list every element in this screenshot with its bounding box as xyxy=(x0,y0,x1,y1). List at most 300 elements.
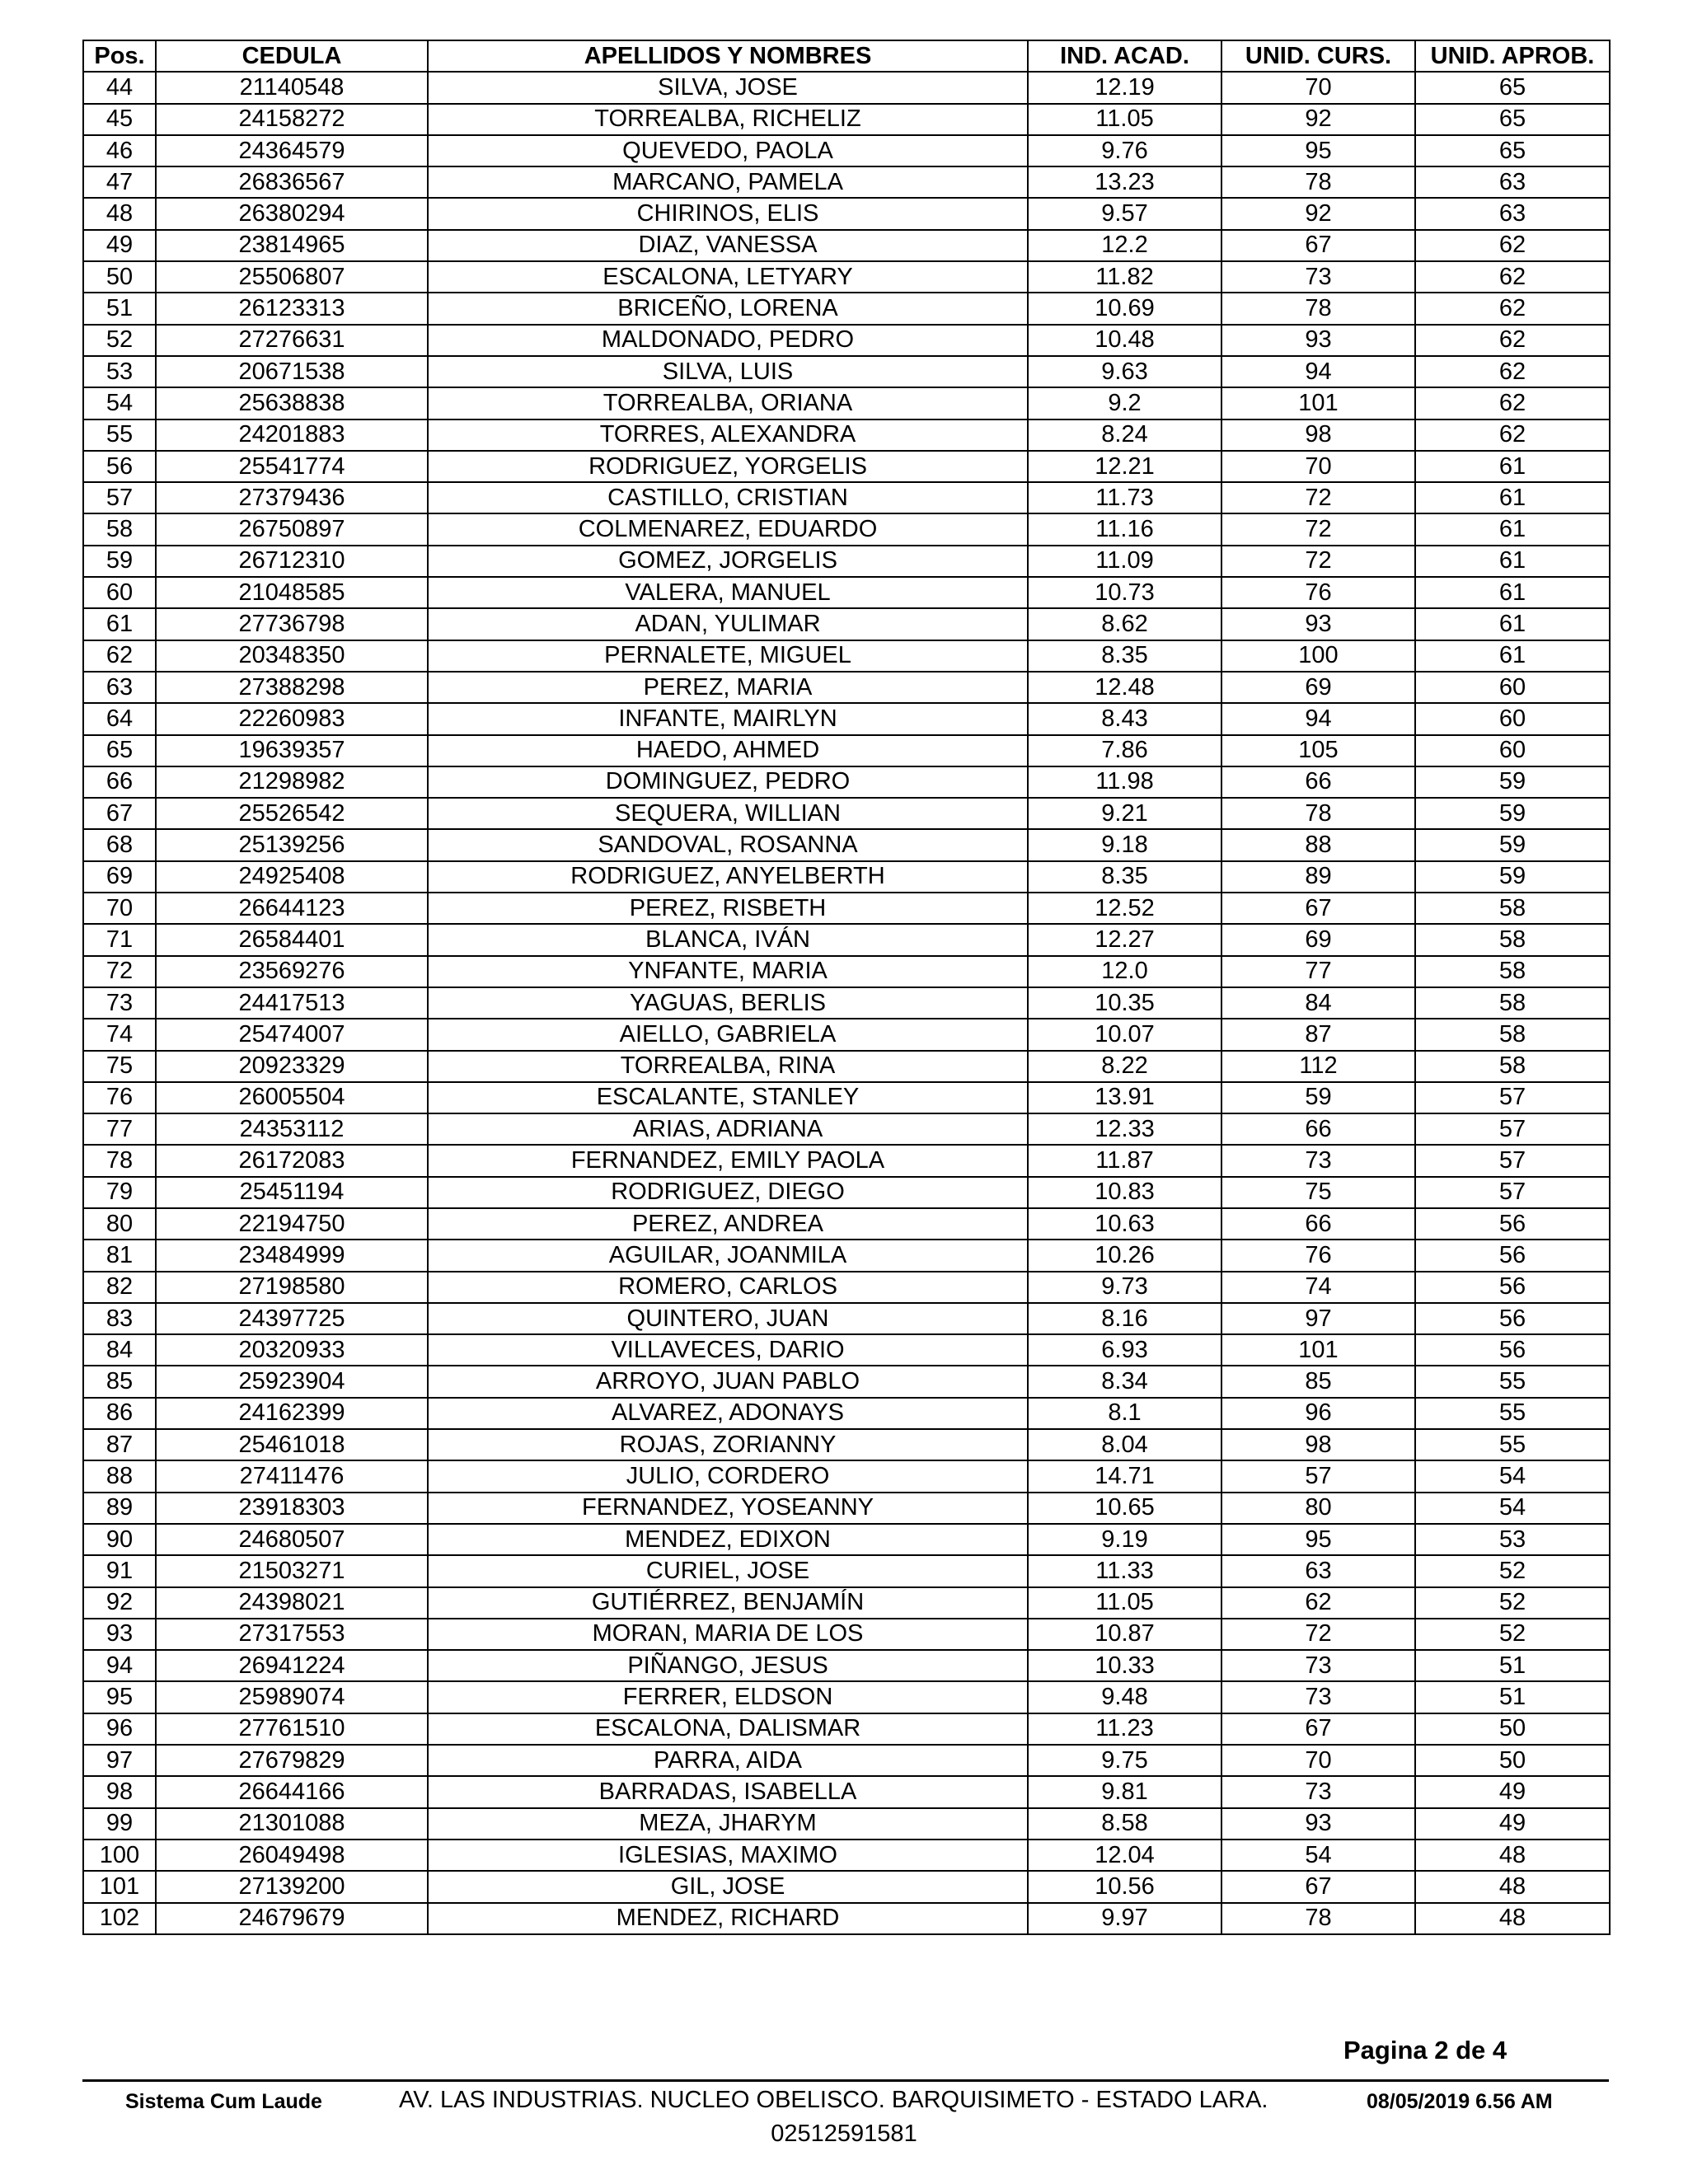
table-row xyxy=(83,72,1610,103)
cell-ind-acad: 11.05 xyxy=(1028,104,1221,135)
table-row xyxy=(83,956,1610,987)
cell-pos: 68 xyxy=(83,829,156,860)
cell-unid-aprob: 65 xyxy=(1415,104,1610,135)
cell-ind-acad: 10.87 xyxy=(1028,1619,1221,1650)
cell-ind-acad: 12.52 xyxy=(1028,893,1221,924)
cell-unid-aprob: 54 xyxy=(1415,1493,1610,1524)
cell-unid-aprob: 50 xyxy=(1415,1713,1610,1745)
cell-name: FERRER, ELDSON xyxy=(428,1681,1028,1713)
cell-unid-curs: 73 xyxy=(1221,1681,1415,1713)
cell-unid-aprob: 58 xyxy=(1415,1019,1610,1050)
cell-name: VALERA, MANUEL xyxy=(428,577,1028,608)
cell-name: DOMINGUEZ, PEDRO xyxy=(428,766,1028,798)
cell-ind-acad: 9.57 xyxy=(1028,198,1221,229)
table-row xyxy=(83,735,1610,766)
cell-unid-curs: 67 xyxy=(1221,1871,1415,1902)
cell-cedula: 25541774 xyxy=(156,451,428,482)
cell-unid-aprob: 55 xyxy=(1415,1398,1610,1429)
cell-cedula: 25506807 xyxy=(156,261,428,293)
cell-unid-curs: 85 xyxy=(1221,1366,1415,1397)
cell-unid-curs: 72 xyxy=(1221,513,1415,545)
cell-pos: 48 xyxy=(83,198,156,229)
cell-name: PEREZ, MARIA xyxy=(428,672,1028,703)
cell-unid-aprob: 49 xyxy=(1415,1776,1610,1807)
cell-cedula: 26644123 xyxy=(156,893,428,924)
cell-pos: 85 xyxy=(83,1366,156,1397)
cell-pos: 64 xyxy=(83,703,156,734)
cell-unid-curs: 76 xyxy=(1221,577,1415,608)
table-row xyxy=(83,135,1610,166)
cell-name: HAEDO, AHMED xyxy=(428,735,1028,766)
cell-ind-acad: 11.23 xyxy=(1028,1713,1221,1745)
cell-unid-curs: 70 xyxy=(1221,451,1415,482)
cell-pos: 77 xyxy=(83,1113,156,1145)
table-body xyxy=(83,72,1610,1934)
cell-name: GUTIÉRREZ, BENJAMÍN xyxy=(428,1587,1028,1619)
cell-cedula: 27317553 xyxy=(156,1619,428,1650)
cell-ind-acad: 6.93 xyxy=(1028,1334,1221,1366)
cell-unid-aprob: 60 xyxy=(1415,672,1610,703)
cell-unid-curs: 93 xyxy=(1221,1808,1415,1840)
cell-unid-aprob: 48 xyxy=(1415,1903,1610,1934)
cell-name: INFANTE, MAIRLYN xyxy=(428,703,1028,734)
cell-cedula: 26049498 xyxy=(156,1840,428,1871)
cell-name: ROMERO, CARLOS xyxy=(428,1272,1028,1303)
cell-pos: 101 xyxy=(83,1871,156,1902)
cell-ind-acad: 9.19 xyxy=(1028,1524,1221,1555)
cell-pos: 62 xyxy=(83,640,156,672)
cell-unid-curs: 89 xyxy=(1221,861,1415,893)
cell-name: AGUILAR, JOANMILA xyxy=(428,1240,1028,1271)
cell-unid-aprob: 56 xyxy=(1415,1334,1610,1366)
table-row xyxy=(83,1429,1610,1460)
cell-name: PEREZ, RISBETH xyxy=(428,893,1028,924)
header-unid-curs: UNID. CURS. xyxy=(1221,40,1415,72)
cell-unid-aprob: 63 xyxy=(1415,198,1610,229)
cell-ind-acad: 10.65 xyxy=(1028,1493,1221,1524)
results-table xyxy=(82,40,1611,1935)
table-row xyxy=(83,261,1610,293)
cell-name: COLMENAREZ, EDUARDO xyxy=(428,513,1028,545)
cell-ind-acad: 8.35 xyxy=(1028,640,1221,672)
cell-cedula: 27388298 xyxy=(156,672,428,703)
cell-pos: 54 xyxy=(83,387,156,419)
cell-pos: 74 xyxy=(83,1019,156,1050)
cell-unid-aprob: 56 xyxy=(1415,1272,1610,1303)
cell-ind-acad: 8.16 xyxy=(1028,1303,1221,1334)
cell-cedula: 21301088 xyxy=(156,1808,428,1840)
cell-unid-aprob: 57 xyxy=(1415,1082,1610,1113)
table-row xyxy=(83,924,1610,955)
cell-ind-acad: 10.69 xyxy=(1028,293,1221,324)
cell-pos: 83 xyxy=(83,1303,156,1334)
cell-unid-aprob: 52 xyxy=(1415,1555,1610,1586)
header-cedula: CEDULA xyxy=(156,40,428,72)
cell-unid-aprob: 60 xyxy=(1415,735,1610,766)
cell-cedula: 26005504 xyxy=(156,1082,428,1113)
cell-cedula: 23814965 xyxy=(156,230,428,261)
cell-pos: 60 xyxy=(83,577,156,608)
table-row xyxy=(83,198,1610,229)
cell-ind-acad: 9.48 xyxy=(1028,1681,1221,1713)
cell-unid-curs: 73 xyxy=(1221,1145,1415,1176)
cell-unid-aprob: 65 xyxy=(1415,135,1610,166)
cell-cedula: 27761510 xyxy=(156,1713,428,1745)
cell-name: TORRES, ALEXANDRA xyxy=(428,419,1028,451)
cell-unid-aprob: 48 xyxy=(1415,1871,1610,1902)
cell-name: ROJAS, ZORIANNY xyxy=(428,1429,1028,1460)
cell-name: QUINTERO, JUAN xyxy=(428,1303,1028,1334)
cell-cedula: 21298982 xyxy=(156,766,428,798)
cell-ind-acad: 11.09 xyxy=(1028,546,1221,577)
footer-address: AV. LAS INDUSTRIAS. NUCLEO OBELISCO. BARQUISIMETO - ESTADO LARA. xyxy=(399,2087,1268,2113)
cell-ind-acad: 9.63 xyxy=(1028,356,1221,387)
cell-cedula: 27679829 xyxy=(156,1745,428,1776)
cell-pos: 71 xyxy=(83,924,156,955)
cell-unid-aprob: 62 xyxy=(1415,419,1610,451)
table-row xyxy=(83,1871,1610,1902)
cell-cedula: 19639357 xyxy=(156,735,428,766)
cell-name: PERNALETE, MIGUEL xyxy=(428,640,1028,672)
cell-name: SILVA, LUIS xyxy=(428,356,1028,387)
cell-unid-curs: 93 xyxy=(1221,608,1415,640)
cell-ind-acad: 9.75 xyxy=(1028,1745,1221,1776)
table-row xyxy=(83,1524,1610,1555)
cell-pos: 47 xyxy=(83,166,156,198)
cell-pos: 88 xyxy=(83,1460,156,1492)
cell-ind-acad: 8.62 xyxy=(1028,608,1221,640)
cell-name: RODRIGUEZ, YORGELIS xyxy=(428,451,1028,482)
table-row xyxy=(83,1587,1610,1619)
cell-name: PIÑANGO, JESUS xyxy=(428,1650,1028,1681)
cell-cedula: 20348350 xyxy=(156,640,428,672)
cell-unid-aprob: 62 xyxy=(1415,293,1610,324)
cell-name: SEQUERA, WILLIAN xyxy=(428,798,1028,829)
cell-name: FERNANDEZ, YOSEANNY xyxy=(428,1493,1028,1524)
cell-ind-acad: 14.71 xyxy=(1028,1460,1221,1492)
table-row xyxy=(83,1619,1610,1650)
cell-ind-acad: 11.98 xyxy=(1028,766,1221,798)
cell-unid-curs: 78 xyxy=(1221,293,1415,324)
cell-pos: 61 xyxy=(83,608,156,640)
cell-pos: 56 xyxy=(83,451,156,482)
cell-ind-acad: 7.86 xyxy=(1028,735,1221,766)
cell-unid-curs: 97 xyxy=(1221,1303,1415,1334)
cell-unid-aprob: 65 xyxy=(1415,72,1610,103)
cell-pos: 90 xyxy=(83,1524,156,1555)
cell-cedula: 27736798 xyxy=(156,608,428,640)
cell-unid-curs: 78 xyxy=(1221,166,1415,198)
cell-cedula: 21503271 xyxy=(156,1555,428,1586)
cell-ind-acad: 11.73 xyxy=(1028,482,1221,513)
cell-unid-aprob: 61 xyxy=(1415,513,1610,545)
cell-pos: 44 xyxy=(83,72,156,103)
cell-cedula: 24397725 xyxy=(156,1303,428,1334)
cell-unid-aprob: 62 xyxy=(1415,325,1610,356)
cell-name: MARCANO, PAMELA xyxy=(428,166,1028,198)
cell-name: IGLESIAS, MAXIMO xyxy=(428,1840,1028,1871)
cell-unid-curs: 94 xyxy=(1221,356,1415,387)
cell-pos: 75 xyxy=(83,1051,156,1082)
cell-unid-aprob: 50 xyxy=(1415,1745,1610,1776)
cell-unid-curs: 101 xyxy=(1221,1334,1415,1366)
cell-unid-curs: 98 xyxy=(1221,419,1415,451)
table-row xyxy=(83,1019,1610,1050)
cell-cedula: 24925408 xyxy=(156,861,428,893)
cell-pos: 79 xyxy=(83,1177,156,1208)
cell-unid-aprob: 52 xyxy=(1415,1619,1610,1650)
cell-ind-acad: 11.16 xyxy=(1028,513,1221,545)
cell-cedula: 26584401 xyxy=(156,924,428,955)
cell-ind-acad: 8.22 xyxy=(1028,1051,1221,1082)
cell-cedula: 25923904 xyxy=(156,1366,428,1397)
cell-cedula: 26712310 xyxy=(156,546,428,577)
cell-cedula: 26123313 xyxy=(156,293,428,324)
cell-unid-curs: 76 xyxy=(1221,1240,1415,1271)
table-row xyxy=(83,513,1610,545)
cell-unid-curs: 112 xyxy=(1221,1051,1415,1082)
cell-name: YNFANTE, MARIA xyxy=(428,956,1028,987)
cell-name: TORREALBA, RICHELIZ xyxy=(428,104,1028,135)
cell-unid-curs: 80 xyxy=(1221,1493,1415,1524)
cell-cedula: 25461018 xyxy=(156,1429,428,1460)
table-row xyxy=(83,1272,1610,1303)
cell-unid-aprob: 62 xyxy=(1415,356,1610,387)
cell-cedula: 24679679 xyxy=(156,1903,428,1934)
cell-unid-curs: 54 xyxy=(1221,1840,1415,1871)
cell-ind-acad: 11.33 xyxy=(1028,1555,1221,1586)
cell-unid-aprob: 61 xyxy=(1415,577,1610,608)
cell-name: ESCALONA, DALISMAR xyxy=(428,1713,1028,1745)
cell-cedula: 24417513 xyxy=(156,987,428,1019)
cell-unid-aprob: 61 xyxy=(1415,546,1610,577)
cell-ind-acad: 12.33 xyxy=(1028,1113,1221,1145)
table-row xyxy=(83,230,1610,261)
table-row xyxy=(83,987,1610,1019)
cell-name: BRICEÑO, LORENA xyxy=(428,293,1028,324)
cell-name: VILLAVECES, DARIO xyxy=(428,1334,1028,1366)
cell-pos: 63 xyxy=(83,672,156,703)
cell-cedula: 23569276 xyxy=(156,956,428,987)
table-row xyxy=(83,798,1610,829)
cell-ind-acad: 8.24 xyxy=(1028,419,1221,451)
cell-cedula: 22260983 xyxy=(156,703,428,734)
cell-pos: 50 xyxy=(83,261,156,293)
cell-pos: 98 xyxy=(83,1776,156,1807)
cell-unid-curs: 78 xyxy=(1221,1903,1415,1934)
cell-ind-acad: 9.18 xyxy=(1028,829,1221,860)
cell-unid-curs: 63 xyxy=(1221,1555,1415,1586)
cell-unid-curs: 84 xyxy=(1221,987,1415,1019)
cell-name: ALVAREZ, ADONAYS xyxy=(428,1398,1028,1429)
cell-pos: 45 xyxy=(83,104,156,135)
cell-pos: 95 xyxy=(83,1681,156,1713)
cell-pos: 96 xyxy=(83,1713,156,1745)
cell-cedula: 26750897 xyxy=(156,513,428,545)
cell-unid-curs: 96 xyxy=(1221,1398,1415,1429)
cell-ind-acad: 10.56 xyxy=(1028,1871,1221,1902)
cell-name: YAGUAS, BERLIS xyxy=(428,987,1028,1019)
cell-pos: 51 xyxy=(83,293,156,324)
cell-pos: 78 xyxy=(83,1145,156,1176)
footer-datetime: 08/05/2019 6.56 AM xyxy=(1367,2090,1553,2113)
footer-divider xyxy=(82,2079,1609,2082)
cell-unid-aprob: 51 xyxy=(1415,1681,1610,1713)
cell-name: QUEVEDO, PAOLA xyxy=(428,135,1028,166)
cell-name: BLANCA, IVÁN xyxy=(428,924,1028,955)
cell-name: FERNANDEZ, EMILY PAOLA xyxy=(428,1145,1028,1176)
cell-name: CASTILLO, CRISTIAN xyxy=(428,482,1028,513)
cell-cedula: 27276631 xyxy=(156,325,428,356)
cell-pos: 59 xyxy=(83,546,156,577)
cell-pos: 99 xyxy=(83,1808,156,1840)
cell-unid-aprob: 57 xyxy=(1415,1145,1610,1176)
header-ind-acad: IND. ACAD. xyxy=(1028,40,1221,72)
table-row xyxy=(83,451,1610,482)
table-row xyxy=(83,1650,1610,1681)
cell-ind-acad: 11.05 xyxy=(1028,1587,1221,1619)
cell-unid-aprob: 58 xyxy=(1415,987,1610,1019)
table-row xyxy=(83,608,1610,640)
cell-pos: 76 xyxy=(83,1082,156,1113)
cell-unid-curs: 75 xyxy=(1221,1177,1415,1208)
table-row xyxy=(83,1145,1610,1176)
cell-pos: 55 xyxy=(83,419,156,451)
table-row xyxy=(83,1082,1610,1113)
cell-pos: 69 xyxy=(83,861,156,893)
cell-cedula: 27379436 xyxy=(156,482,428,513)
table-header-row xyxy=(83,40,1610,72)
cell-ind-acad: 10.26 xyxy=(1028,1240,1221,1271)
cell-pos: 80 xyxy=(83,1208,156,1240)
table-row xyxy=(83,861,1610,893)
cell-name: MENDEZ, RICHARD xyxy=(428,1903,1028,1934)
cell-name: MALDONADO, PEDRO xyxy=(428,325,1028,356)
cell-pos: 72 xyxy=(83,956,156,987)
table-row xyxy=(83,1840,1610,1871)
cell-name: CURIEL, JOSE xyxy=(428,1555,1028,1586)
header-unid-aprob: UNID. APROB. xyxy=(1415,40,1610,72)
cell-name: SANDOVAL, ROSANNA xyxy=(428,829,1028,860)
cell-pos: 46 xyxy=(83,135,156,166)
footer-system-name: Sistema Cum Laude xyxy=(125,2090,322,2113)
cell-ind-acad: 13.23 xyxy=(1028,166,1221,198)
cell-cedula: 27411476 xyxy=(156,1460,428,1492)
cell-pos: 97 xyxy=(83,1745,156,1776)
table-row xyxy=(83,1240,1610,1271)
cell-pos: 57 xyxy=(83,482,156,513)
cell-name: PARRA, AIDA xyxy=(428,1745,1028,1776)
cell-cedula: 24398021 xyxy=(156,1587,428,1619)
cell-unid-aprob: 62 xyxy=(1415,261,1610,293)
cell-unid-aprob: 57 xyxy=(1415,1113,1610,1145)
cell-name: SILVA, JOSE xyxy=(428,72,1028,103)
table-row xyxy=(83,1177,1610,1208)
cell-pos: 70 xyxy=(83,893,156,924)
cell-unid-aprob: 51 xyxy=(1415,1650,1610,1681)
table-row xyxy=(83,1493,1610,1524)
table-row xyxy=(83,1366,1610,1397)
cell-unid-aprob: 62 xyxy=(1415,230,1610,261)
cell-name: RODRIGUEZ, ANYELBERTH xyxy=(428,861,1028,893)
cell-pos: 100 xyxy=(83,1840,156,1871)
cell-ind-acad: 10.35 xyxy=(1028,987,1221,1019)
cell-unid-aprob: 55 xyxy=(1415,1429,1610,1460)
cell-unid-aprob: 52 xyxy=(1415,1587,1610,1619)
cell-name: PEREZ, ANDREA xyxy=(428,1208,1028,1240)
cell-unid-aprob: 58 xyxy=(1415,924,1610,955)
table-row xyxy=(83,1808,1610,1840)
cell-cedula: 23918303 xyxy=(156,1493,428,1524)
cell-unid-curs: 59 xyxy=(1221,1082,1415,1113)
table-row xyxy=(83,325,1610,356)
cell-name: TORREALBA, ORIANA xyxy=(428,387,1028,419)
cell-unid-curs: 69 xyxy=(1221,924,1415,955)
table-row xyxy=(83,1398,1610,1429)
cell-pos: 87 xyxy=(83,1429,156,1460)
cell-unid-curs: 100 xyxy=(1221,640,1415,672)
cell-pos: 73 xyxy=(83,987,156,1019)
cell-unid-aprob: 61 xyxy=(1415,640,1610,672)
table-row xyxy=(83,356,1610,387)
cell-unid-curs: 73 xyxy=(1221,261,1415,293)
cell-unid-curs: 78 xyxy=(1221,798,1415,829)
cell-cedula: 27139200 xyxy=(156,1871,428,1902)
cell-pos: 58 xyxy=(83,513,156,545)
cell-cedula: 20320933 xyxy=(156,1334,428,1366)
cell-name: ARIAS, ADRIANA xyxy=(428,1113,1028,1145)
cell-ind-acad: 9.21 xyxy=(1028,798,1221,829)
table-row xyxy=(83,1555,1610,1586)
cell-unid-curs: 73 xyxy=(1221,1650,1415,1681)
cell-unid-aprob: 61 xyxy=(1415,608,1610,640)
cell-unid-curs: 66 xyxy=(1221,1113,1415,1145)
table-row xyxy=(83,1745,1610,1776)
cell-ind-acad: 10.63 xyxy=(1028,1208,1221,1240)
cell-cedula: 25451194 xyxy=(156,1177,428,1208)
cell-unid-aprob: 59 xyxy=(1415,766,1610,798)
cell-cedula: 20671538 xyxy=(156,356,428,387)
cell-name: JULIO, CORDERO xyxy=(428,1460,1028,1492)
cell-name: GIL, JOSE xyxy=(428,1871,1028,1902)
cell-ind-acad: 10.07 xyxy=(1028,1019,1221,1050)
cell-unid-curs: 88 xyxy=(1221,829,1415,860)
cell-name: ESCALONA, LETYARY xyxy=(428,261,1028,293)
cell-unid-aprob: 49 xyxy=(1415,1808,1610,1840)
cell-cedula: 26172083 xyxy=(156,1145,428,1176)
cell-ind-acad: 8.35 xyxy=(1028,861,1221,893)
cell-ind-acad: 8.43 xyxy=(1028,703,1221,734)
cell-unid-curs: 101 xyxy=(1221,387,1415,419)
cell-ind-acad: 9.2 xyxy=(1028,387,1221,419)
cell-name: TORREALBA, RINA xyxy=(428,1051,1028,1082)
cell-pos: 86 xyxy=(83,1398,156,1429)
cell-unid-curs: 70 xyxy=(1221,1745,1415,1776)
cell-name: ESCALANTE, STANLEY xyxy=(428,1082,1028,1113)
cell-unid-curs: 69 xyxy=(1221,672,1415,703)
cell-ind-acad: 9.97 xyxy=(1028,1903,1221,1934)
table-row xyxy=(83,1903,1610,1934)
cell-cedula: 24680507 xyxy=(156,1524,428,1555)
cell-unid-aprob: 59 xyxy=(1415,861,1610,893)
cell-ind-acad: 8.34 xyxy=(1028,1366,1221,1397)
cell-cedula: 27198580 xyxy=(156,1272,428,1303)
cell-unid-curs: 95 xyxy=(1221,1524,1415,1555)
cell-unid-curs: 95 xyxy=(1221,135,1415,166)
cell-unid-curs: 73 xyxy=(1221,1776,1415,1807)
cell-pos: 49 xyxy=(83,230,156,261)
table-row xyxy=(83,482,1610,513)
